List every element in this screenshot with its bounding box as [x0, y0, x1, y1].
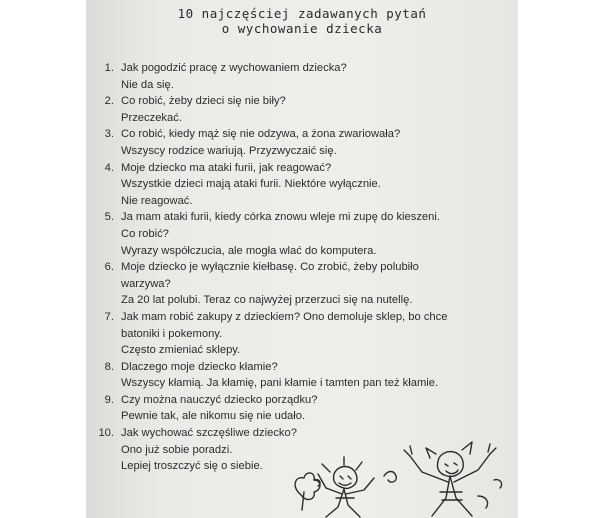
- item-number: 9.: [104, 393, 114, 406]
- item-number: 2.: [104, 95, 114, 108]
- list-item: [94, 160, 514, 210]
- page-title: [86, 6, 518, 36]
- list-item: [94, 392, 514, 425]
- cartoon-illustration: [264, 436, 514, 518]
- list-item: [94, 259, 514, 309]
- question-text: Co robić, żeby dzieci się nie biły?: [121, 95, 286, 108]
- question-text: Jak mam robić zakupy z dzieckiem? Ono demoluje sklep, bo chce: [121, 310, 448, 323]
- item-number: 1.: [104, 62, 114, 74]
- answer-text: Wszyscy rodzice wariują. Przyzwyczaić się.: [121, 144, 337, 157]
- list-item: [94, 209, 514, 259]
- question-text: batoniki i pokemony.: [121, 327, 223, 340]
- title-line-2: o wychowanie dziecka: [221, 21, 383, 36]
- list-item: [94, 309, 514, 359]
- list-item: [94, 93, 514, 126]
- answer-text: Lepiej troszczyć się o siebie.: [121, 460, 263, 473]
- item-number: 4.: [104, 161, 114, 174]
- answer-text: Często zmieniać sklepy.: [121, 344, 241, 357]
- book-page-photo: [86, 0, 518, 518]
- item-number: 3.: [104, 128, 114, 141]
- answer-text: Ono już sobie poradzi.: [121, 443, 233, 456]
- answer-text: Za 20 lat polubi. Teraz co najwyżej przerzuci się na nutellę.: [121, 294, 413, 307]
- question-text: Ja mam ataki furii, kiedy córka znowu wleje mi zupę do kieszeni.: [121, 211, 440, 224]
- list-item: [94, 126, 514, 159]
- answer-text: Wszystkie dzieci mają ataki furii. Niektóre wyłącznie.: [121, 178, 381, 191]
- list-item: [94, 359, 514, 392]
- answer-text: Przeczekać.: [121, 111, 182, 124]
- title-line-1: 10 najczęściej zadawanych pytań: [177, 6, 427, 21]
- list-item: [94, 60, 514, 93]
- question-text: Co robić?: [121, 227, 169, 240]
- question-text: Jak pogodzić pracę z wychowaniem dziecka?: [121, 62, 347, 74]
- item-number: 8.: [104, 360, 114, 373]
- item-number: 6.: [104, 261, 114, 274]
- question-text: Moje dziecko ma ataki furii, jak reagować?: [121, 161, 332, 174]
- question-text: Czy można nauczyć dziecko porządku?: [121, 393, 318, 406]
- answer-text: Nie reagować.: [121, 194, 193, 207]
- item-number: 7.: [104, 310, 114, 323]
- question-text: Co robić, kiedy mąż się nie odzywa, a żona zwariowała?: [121, 128, 401, 141]
- answer-text: Pewnie tak, ale nikomu się nie udało.: [121, 410, 306, 423]
- item-number: 5.: [104, 211, 114, 224]
- question-text: warzywa?: [121, 277, 171, 290]
- answer-text: Wyrazy współczucia, ale mogła wlać do komputera.: [121, 244, 377, 257]
- answer-text: Nie da się.: [121, 78, 174, 91]
- question-text: Moje dziecko je wyłącznie kiełbasę. Co zrobić, żeby polubiło: [121, 261, 419, 274]
- question-text: Dlaczego moje dziecko kłamie?: [121, 360, 278, 373]
- question-list: [94, 60, 514, 475]
- item-number: 10.: [98, 427, 114, 440]
- answer-text: Wszyscy kłamią. Ja kłamię, pani kłamie i tamten pan też kłamie.: [121, 377, 439, 390]
- question-text: Jak wychować szczęśliwe dziecko?: [121, 427, 297, 440]
